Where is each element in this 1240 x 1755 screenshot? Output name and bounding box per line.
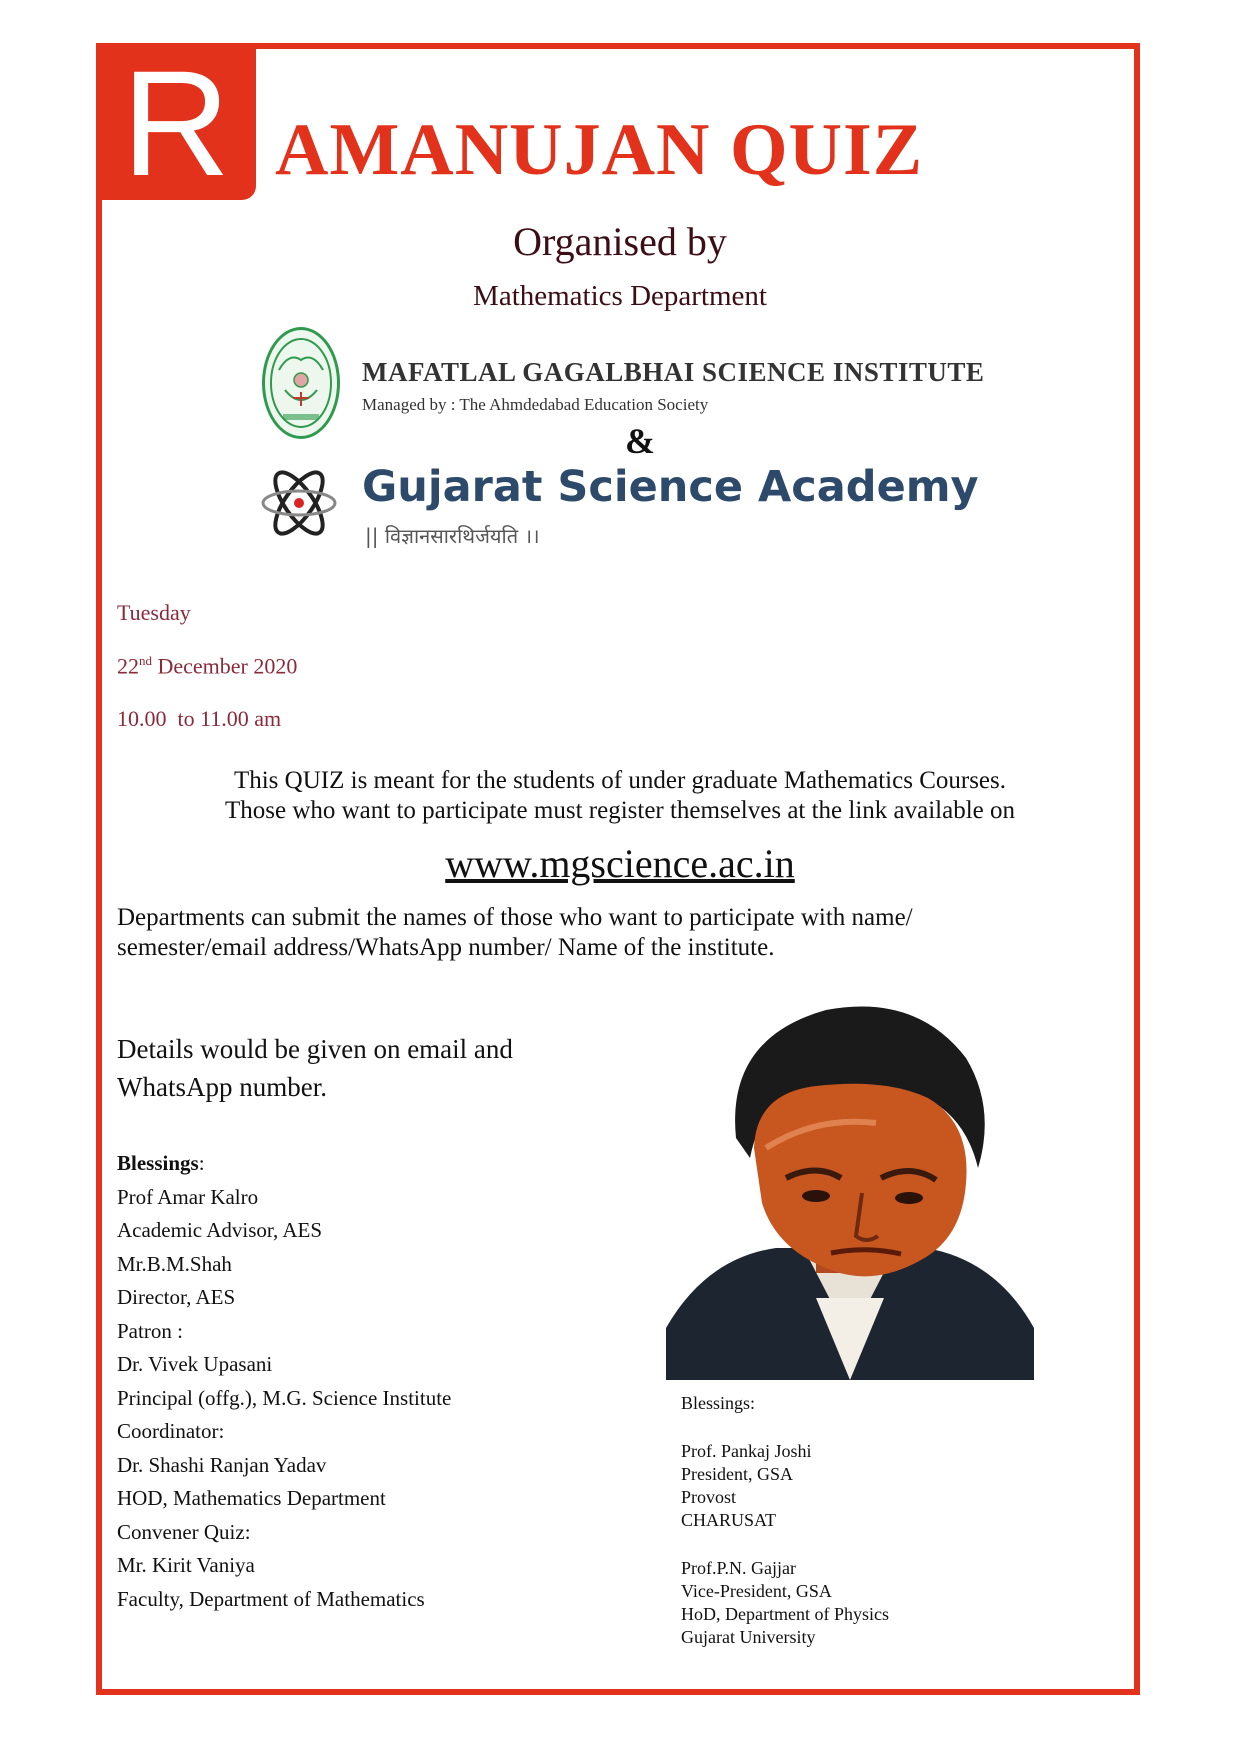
blessings-heading-label: Blessings (117, 1151, 199, 1175)
mg-science-institute-emblem (262, 327, 340, 439)
date-rest: December 2020 (152, 653, 298, 679)
registration-link[interactable]: www.mgscience.ac.in (445, 841, 795, 886)
ampersand: & (625, 421, 655, 461)
list-item: Coordinator: (117, 1419, 225, 1443)
gsa-motto: || विज्ञानसारथिर्जयति ।। (365, 524, 540, 548)
blessings-heading (117, 1147, 451, 1181)
list-item: Dr. Vivek Upasani (117, 1352, 273, 1376)
mg-managed-by: Managed by : The Ahmdedabad Education Society (362, 395, 709, 414)
r-logo-block (96, 39, 256, 207)
list-item: Gujarat University (681, 1627, 816, 1647)
blessings-left-list (117, 1147, 451, 1616)
list-item: President, GSA (681, 1464, 793, 1484)
info-line-2: Those who want to participate must register themselves at the link available on (224, 797, 1016, 824)
blessings-right-list (681, 1392, 889, 1649)
list-item: Faculty, Department of Mathematics (117, 1586, 425, 1611)
list-item: Prof.P.N. Gajjar (681, 1558, 796, 1578)
departments-line-2: semester/email address/WhatsApp number/ Name of the institute. (117, 934, 775, 961)
list-item: Academic Advisor, AES (117, 1218, 323, 1242)
date-day: 22 (117, 653, 139, 679)
list-item: Principal (offg.), M.G. Science Institute (117, 1385, 452, 1410)
logo-letter: R (121, 39, 231, 207)
list-item: HOD, Mathematics Department (117, 1486, 386, 1510)
blessings-heading-colon: : (198, 1151, 205, 1175)
atom-icon (258, 458, 340, 548)
list-item: Convener Quiz: (117, 1519, 251, 1544)
departments-line-1: Departments can submit the names of those who want to participate with name/ (117, 904, 913, 931)
list-item: Prof Amar Kalro (117, 1184, 259, 1209)
organised-by-heading: Organised by (513, 219, 727, 264)
event-day: Tuesday (117, 600, 191, 625)
event-date (117, 653, 297, 679)
list-item: Provost (681, 1487, 737, 1507)
blessings-right-heading: Blessings: (681, 1393, 756, 1413)
list-item: Prof. Pankaj Joshi (681, 1441, 812, 1461)
details-note (117, 1030, 637, 1106)
details-line-2: WhatsApp number. (117, 1072, 327, 1102)
mg-institute-name: MAFATLAL GAGALBHAI SCIENCE INSTITUTE (362, 357, 985, 387)
info-line-1: This QUIZ is meant for the students of under graduate Mathematics Courses. (233, 767, 1007, 794)
list-item: Patron : (117, 1318, 183, 1343)
list-item: Director, AES (117, 1285, 236, 1309)
details-line-1: Details would be given on email and (117, 1034, 513, 1064)
event-time: 10.00 to 11.00 am (117, 706, 282, 731)
list-item: CHARUSAT (681, 1510, 777, 1530)
list-item: Mr.B.M.Shah (117, 1251, 232, 1276)
list-item: Dr. Shashi Ranjan Yadav (117, 1452, 327, 1477)
date-suffix: nd (139, 653, 152, 668)
list-item: Mr. Kirit Vaniya (117, 1553, 255, 1577)
department-name: Mathematics Department (473, 280, 767, 312)
gsa-name: Gujarat Science Academy (362, 462, 979, 512)
list-item: HoD, Department of Physics (681, 1604, 889, 1624)
list-item: Vice-President, GSA (681, 1581, 832, 1601)
ramanujan-portrait (666, 998, 1034, 1380)
poster-title: AMANUJAN QUIZ (275, 109, 924, 191)
